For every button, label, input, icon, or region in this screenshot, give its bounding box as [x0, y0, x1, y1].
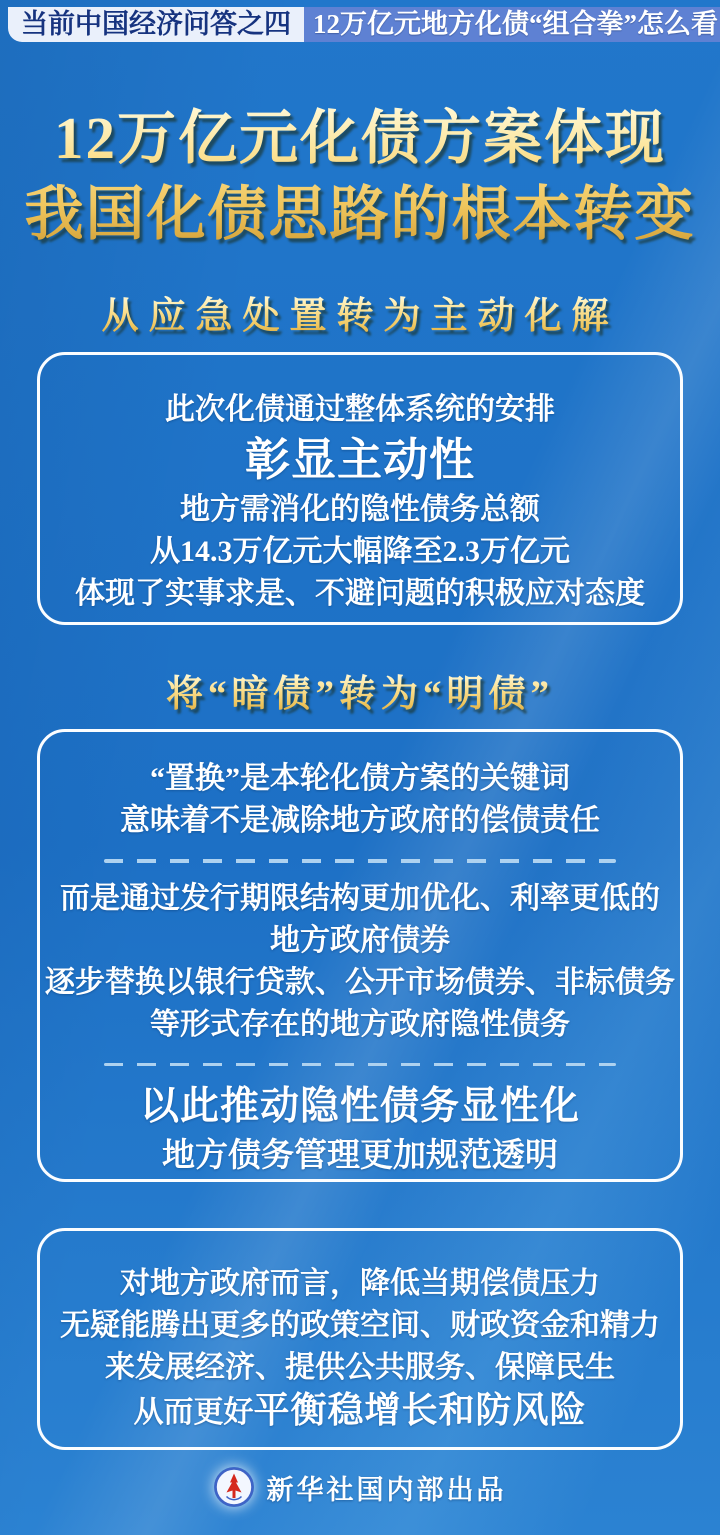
publisher-label: 新华社国内部出品	[266, 1474, 507, 1505]
section1-heading: 从应急处置转为主动化解	[0, 294, 720, 340]
dashed-divider-top	[104, 859, 616, 863]
series-badge-label: 当前中国经济问答之四	[21, 9, 291, 39]
section3-line4-emphasis: 平衡稳增长和防风险	[253, 1389, 587, 1430]
section3-box	[37, 1228, 683, 1450]
section3-line3: 来发展经济、提供公共服务、保障民生	[105, 1351, 615, 1384]
dashed-divider-bottom	[104, 1063, 616, 1067]
topic-banner-label: 12万亿元地方化债“组合拳”怎么看	[313, 9, 718, 39]
section1-emphasis: 彰显主动性	[244, 434, 475, 485]
section1-line4: 体现了实事求是、不避问题的积极应对态度	[75, 577, 645, 610]
section3-line4-prefix: 从而更好	[133, 1396, 254, 1429]
series-badge	[8, 7, 304, 42]
section2-para2-line1: 而是通过发行期限结构更加优化、利率更低的	[60, 881, 660, 915]
section2-closing: 地方债务管理更加规范透明	[162, 1138, 558, 1174]
section2-para1-line2: 意味着不是减除地方政府的偿债责任	[120, 804, 600, 837]
section2-para1-line1: “置换”是本轮化债方案的关键词	[150, 762, 570, 795]
main-title-line2: 我国化债思路的根本转变	[24, 181, 696, 247]
section2-heading: 将“暗债”转为“明债”	[0, 672, 720, 718]
main-title	[0, 100, 720, 252]
section1-line2: 地方需消化的隐性债务总额	[180, 493, 540, 526]
section1-line1: 此次化债通过整体系统的安排	[165, 393, 555, 426]
section3-line1: 对地方政府而言，降低当期偿债压力	[120, 1267, 600, 1300]
xinhua-logo-icon	[214, 1467, 254, 1507]
section3-line2: 无疑能腾出更多的政策空间、财政资金和精力	[60, 1309, 660, 1342]
section2-para3-line1: 逐步替换以银行贷款、公开市场债券、非标债务	[45, 965, 675, 999]
topic-banner	[304, 7, 720, 42]
section1-box	[37, 352, 683, 625]
top-banner	[0, 7, 720, 42]
section2-emphasis: 以此推动隐性债务显性化	[139, 1085, 580, 1128]
section2-para3-line2: 等形式存在的地方政府隐性债务	[150, 1007, 570, 1041]
section1-line3: 从14.3万亿元大幅降至2.3万亿元	[150, 535, 570, 568]
section3-line4	[133, 1389, 586, 1434]
main-title-line1: 12万亿元化债方案体现	[53, 105, 666, 171]
section2-box	[37, 729, 683, 1182]
section2-para2-line2: 地方政府债券	[270, 923, 450, 957]
footer	[0, 1464, 720, 1510]
